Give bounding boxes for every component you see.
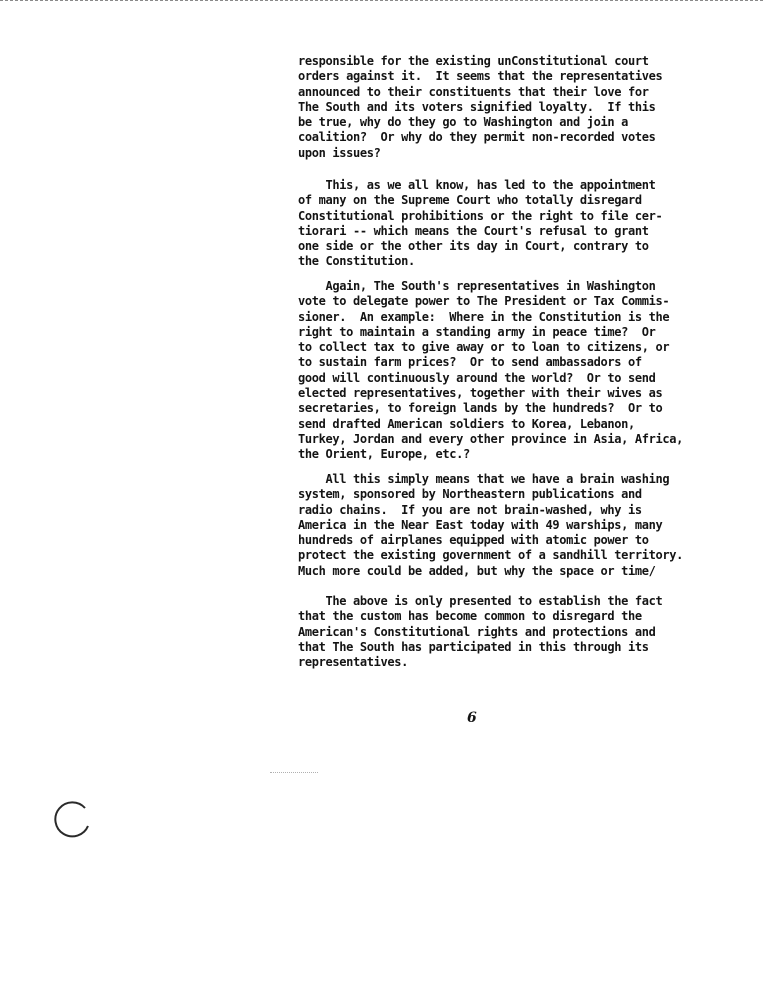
page-number: 6: [467, 710, 477, 726]
paragraph-5: The above is only presented to establish the fact that the custom has become common to disregard the American's Constitutional rights and protections and that The South has participated in this through its representatives.: [298, 594, 663, 670]
scan-top-border: [0, 0, 763, 1]
punch-hole-icon: [52, 798, 92, 838]
paragraph-1: responsible for the existing unConstitutional court orders against it. It seems that the representatives announced to their constituents that their love for The South and its voters signified loyalty. If this be true, why do they go to Washington and join a coalition? Or why do they permit non-recorded votes upon issues?: [298, 54, 663, 160]
paragraph-4: All this simply means that we have a brain washing system, sponsored by Northeastern publications and radio chains. If you are not brain-washed, why is America in the Near East today with 49 warships, many hundreds of airplanes equipped with atomic power to protect the existing government of a sandhill territory. Much more could be added, but why the space or time/: [298, 472, 683, 578]
paragraph-2: This, as we all know, has led to the appointment of many on the Supreme Court who totally disregard Constitutional prohibitions or the right to file cer- tiorari -- which means the Court's refusal to grant one side or the other its day in Court, contrary to the Constitution.: [298, 178, 663, 269]
scan-artifact-mark: [270, 772, 318, 773]
paragraph-3: Again, The South's representatives in Washington vote to delegate power to The President or Tax Commis- sioner. An example: Where in the Constitution is the right to maintain a standing army in peace time? Or to collect tax to give away or to loan to citizens, or to sustain farm prices? Or to send ambassadors of good will continuously around the world? Or to send elected representatives, together with their wives as secretaries, to foreign lands by the hundreds? Or to send drafted American soldiers to Korea, Lebanon, Turkey, Jordan and every other province in Asia, Africa, the Orient, Europe, etc.?: [298, 279, 683, 462]
